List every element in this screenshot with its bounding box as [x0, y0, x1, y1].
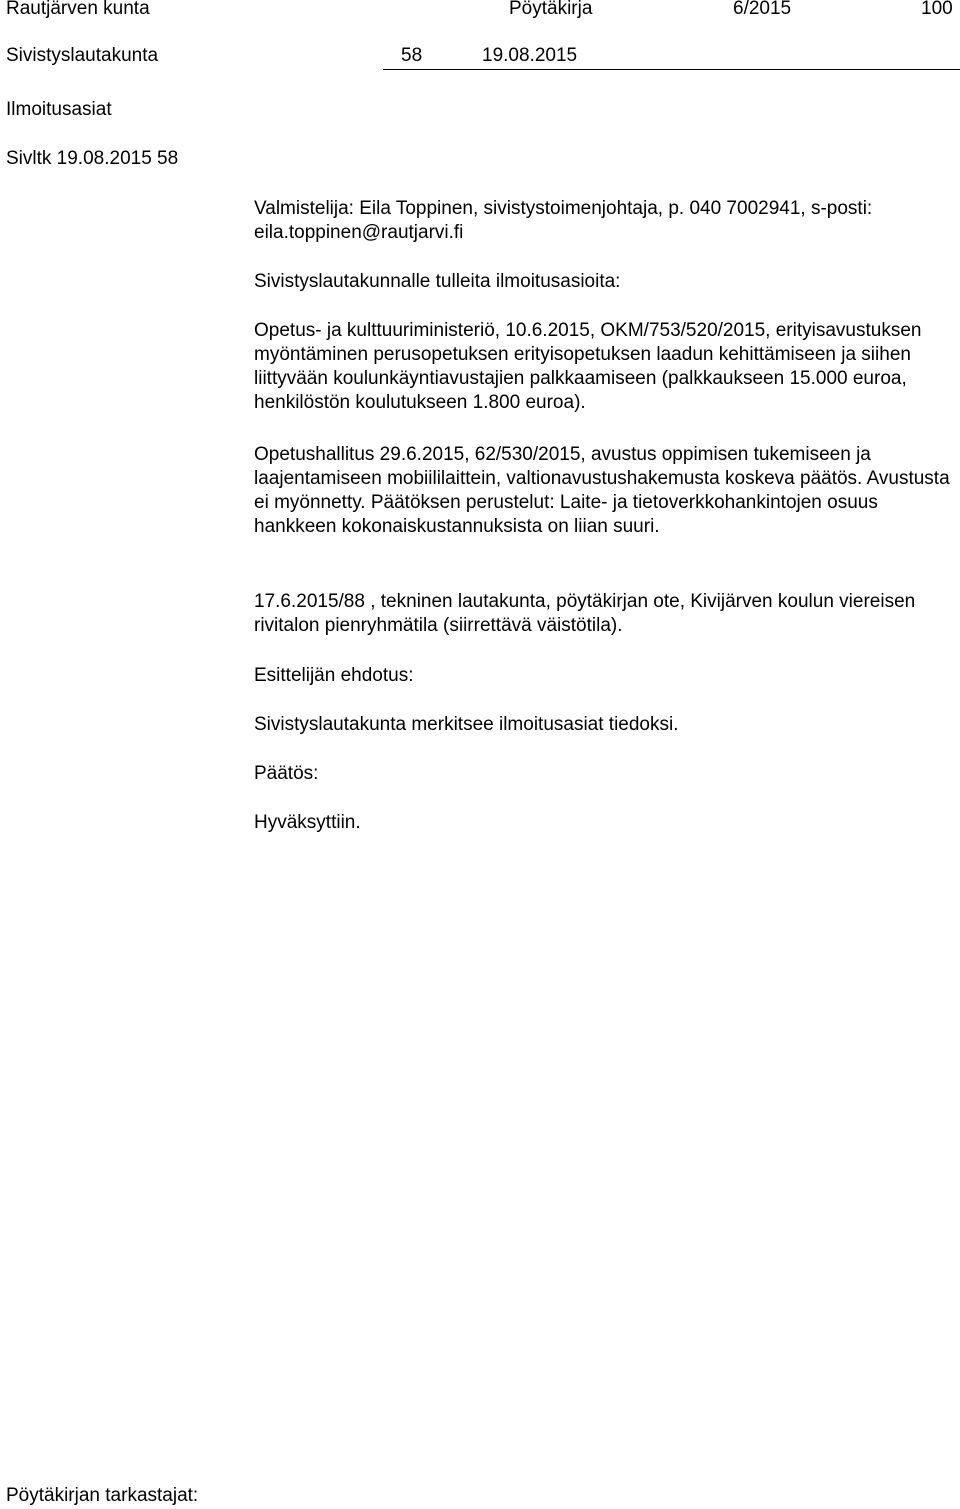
document-number: 6/2015	[733, 0, 792, 19]
notice-item-1: Opetus- ja kulttuuriministeriö, 10.6.2015, OKM/753/520/2015, erityisavustuksen myöntäminen perusopetuksen erityisopetuksen laadun kehittämiseen ja siihen liittyvään koulunkäyntiavustajien palkkaamiseen (palkkaukseen 15.000 euroa, henkilöstön koulutukseen 1.800 euroa).	[254, 320, 922, 413]
section-title: Ilmoitusasiat	[6, 99, 112, 120]
municipality-name: Rautjärven kunta	[6, 0, 150, 19]
intro-text: Sivistyslautakunnalle tulleita ilmoitusasioita:	[254, 271, 621, 292]
preparer-info: Valmistelija: Eila Toppinen, sivistystoimenjohtaja, p. 040 7002941, s-posti: eila.toppinen@rautjarvi.fi	[254, 198, 873, 243]
proposal-text: Sivistyslautakunta merkitsee ilmoitusasiat tiedoksi.	[254, 714, 679, 735]
document-type: Pöytäkirja	[509, 0, 593, 19]
meeting-date: 19.08.2015	[482, 45, 578, 66]
section-number: 58	[401, 45, 423, 66]
page-number: 100	[921, 0, 953, 19]
committee-name: Sivistyslautakunta	[6, 45, 159, 66]
proposal-label: Esittelijän ehdotus:	[254, 665, 414, 686]
notice-item-3: 17.6.2015/88 , tekninen lautakunta, pöytäkirjan ote, Kivijärven koulun viereisen rivitalon pienryhmätila (siirrettävä väistötila).	[254, 591, 916, 636]
notice-item-2: Opetushallitus 29.6.2015, 62/530/2015, avustus oppimisen tukemiseen ja laajentamiseen mobiililaittein, valtionavustushakemusta koskeva päätös. Avustusta ei myönnetty. Päätöksen perustelut: Laite- ja tietoverkkohankintojen osuus hankkeen kokonaiskustannuksista on liian suuri.	[254, 444, 950, 537]
header-rule	[383, 69, 960, 70]
decision-label: Päätös:	[254, 763, 319, 784]
section-reference: Sivltk 19.08.2015 58	[6, 148, 179, 169]
reviewers-label: Pöytäkirjan tarkastajat:	[6, 1485, 199, 1506]
decision-text: Hyväksyttiin.	[254, 812, 361, 833]
